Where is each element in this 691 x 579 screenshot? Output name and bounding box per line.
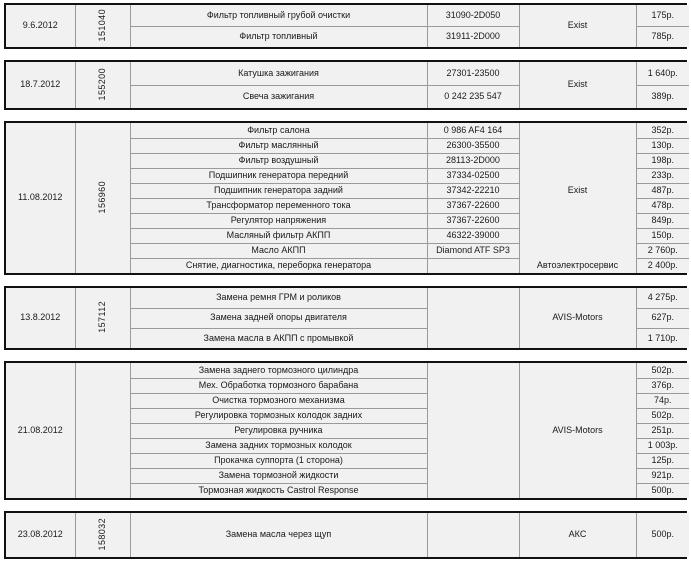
item-part-number: 37334-02500 <box>427 168 519 183</box>
item-part-number: 31911-2D000 <box>427 26 519 47</box>
record-service-provider: AVIS-Motors <box>519 288 636 348</box>
table-row <box>6 62 689 85</box>
item-price: 500р. <box>636 513 689 557</box>
item-price: 487р. <box>636 183 689 198</box>
record-mileage <box>75 62 130 108</box>
item-price: 502р. <box>636 408 689 423</box>
record-service-provider: AVIS-Motors <box>519 363 636 498</box>
record-mileage-value: 156960 <box>97 180 107 213</box>
item-description: Замена задней опоры двигателя <box>130 308 427 328</box>
item-description: Мех. Обработка тормозного барабана <box>130 378 427 393</box>
item-part-number: 26300-35500 <box>427 138 519 153</box>
item-part-number: 28113-2D000 <box>427 153 519 168</box>
item-price: 500р. <box>636 483 689 498</box>
item-part-number <box>427 363 519 378</box>
item-description: Замена заднего тормозного цилиндра <box>130 363 427 378</box>
record-mileage <box>75 288 130 348</box>
record-mileage <box>75 5 130 47</box>
item-price: 2 760р. <box>636 243 689 258</box>
item-description: Фильтр воздушный <box>130 153 427 168</box>
item-part-number <box>427 258 519 273</box>
record-service-provider: Exist <box>519 123 636 258</box>
item-price: 175р. <box>636 5 689 26</box>
item-price: 4 275р. <box>636 288 689 308</box>
table-row <box>6 123 689 138</box>
record-mileage-value: 157112 <box>97 300 107 333</box>
service-record-block <box>4 511 687 559</box>
item-description: Фильтр топливный грубой очистки <box>130 5 427 26</box>
item-part-number: 37367-22600 <box>427 213 519 228</box>
service-record-block <box>4 121 687 275</box>
item-description: Регулировка ручника <box>130 423 427 438</box>
record-date: 18.7.2012 <box>6 62 75 108</box>
service-record-block <box>4 361 687 500</box>
service-record-block <box>4 3 687 49</box>
item-price: 376р. <box>636 378 689 393</box>
item-part-number <box>427 378 519 393</box>
record-date: 23.08.2012 <box>6 513 75 557</box>
item-part-number <box>427 328 519 348</box>
item-part-number <box>427 393 519 408</box>
item-price: 785р. <box>636 26 689 47</box>
item-description: Замена масла через щуп <box>130 513 427 557</box>
record-mileage-value: 158032 <box>97 517 107 550</box>
record-mileage-value: 151040 <box>97 8 107 41</box>
item-part-number: 37342-22210 <box>427 183 519 198</box>
record-mileage <box>75 513 130 557</box>
item-part-number: 37367-22600 <box>427 198 519 213</box>
item-description: Фильтр топливный <box>130 26 427 47</box>
record-service-provider: Exist <box>519 5 636 47</box>
item-part-number <box>427 288 519 308</box>
item-price: 389р. <box>636 85 689 108</box>
item-part-number: 31090-2D050 <box>427 5 519 26</box>
item-description: Замена масла в АКПП с промывкой <box>130 328 427 348</box>
record-date: 9.6.2012 <box>6 5 75 47</box>
item-price: 130р. <box>636 138 689 153</box>
item-part-number: 0 986 AF4 164 <box>427 123 519 138</box>
item-part-number <box>427 513 519 557</box>
item-price: 849р. <box>636 213 689 228</box>
record-date: 13.8.2012 <box>6 288 75 348</box>
item-description: Трансформатор переменного тока <box>130 198 427 213</box>
item-part-number: 27301-23500 <box>427 62 519 85</box>
service-record-block <box>4 60 687 110</box>
item-description: Масло АКПП <box>130 243 427 258</box>
item-part-number <box>427 308 519 328</box>
item-price: 251р. <box>636 423 689 438</box>
item-description: Свеча зажигания <box>130 85 427 108</box>
item-part-number <box>427 453 519 468</box>
record-mileage <box>75 363 130 498</box>
table-row <box>6 363 689 378</box>
record-mileage-value: 155200 <box>97 67 107 100</box>
item-part-number: 46322-39000 <box>427 228 519 243</box>
item-description: Регулировка тормозных колодок задних <box>130 408 427 423</box>
item-price: 627р. <box>636 308 689 328</box>
item-price: 125р. <box>636 453 689 468</box>
item-price: 150р. <box>636 228 689 243</box>
item-price: 233р. <box>636 168 689 183</box>
item-price: 74р. <box>636 393 689 408</box>
item-description: Подшипник генератора передний <box>130 168 427 183</box>
item-part-number <box>427 438 519 453</box>
item-price: 2 400р. <box>636 258 689 273</box>
item-description: Фильтр салона <box>130 123 427 138</box>
item-price: 1 640р. <box>636 62 689 85</box>
item-price: 502р. <box>636 363 689 378</box>
item-description: Катушка зажигания <box>130 62 427 85</box>
item-price: 478р. <box>636 198 689 213</box>
item-description: Замена тормозной жидкости <box>130 468 427 483</box>
item-part-number: Diamond ATF SP3 <box>427 243 519 258</box>
item-price: 1 003р. <box>636 438 689 453</box>
item-part-number <box>427 483 519 498</box>
record-mileage <box>75 123 130 273</box>
item-price: 1 710р. <box>636 328 689 348</box>
item-description: Замена задних тормозных колодок <box>130 438 427 453</box>
item-description: Тормозная жидкость Castrol Response <box>130 483 427 498</box>
item-part-number <box>427 468 519 483</box>
item-description: Прокачка суппорта (1 сторона) <box>130 453 427 468</box>
item-part-number <box>427 423 519 438</box>
service-record-block <box>4 286 687 350</box>
record-service-provider: АКС <box>519 513 636 557</box>
item-description: Масляный фильтр АКПП <box>130 228 427 243</box>
item-description: Снятие, диагностика, переборка генератора <box>130 258 427 273</box>
item-price: 921р. <box>636 468 689 483</box>
record-date: 11.08.2012 <box>6 123 75 273</box>
table-row <box>6 288 689 308</box>
item-description: Регулятор напряжения <box>130 213 427 228</box>
item-description: Подшипник генератора задний <box>130 183 427 198</box>
item-price: 198р. <box>636 153 689 168</box>
item-part-number <box>427 408 519 423</box>
table-row <box>6 513 689 557</box>
record-service-provider-extra: Автоэлектросервис <box>519 258 636 273</box>
item-description: Фильтр маслянный <box>130 138 427 153</box>
item-part-number: 0 242 235 547 <box>427 85 519 108</box>
record-service-provider: Exist <box>519 62 636 108</box>
record-date: 21.08.2012 <box>6 363 75 498</box>
item-price: 352р. <box>636 123 689 138</box>
item-description: Замена ремня ГРМ и роликов <box>130 288 427 308</box>
item-description: Очистка тормозного механизма <box>130 393 427 408</box>
table-row <box>6 5 689 26</box>
